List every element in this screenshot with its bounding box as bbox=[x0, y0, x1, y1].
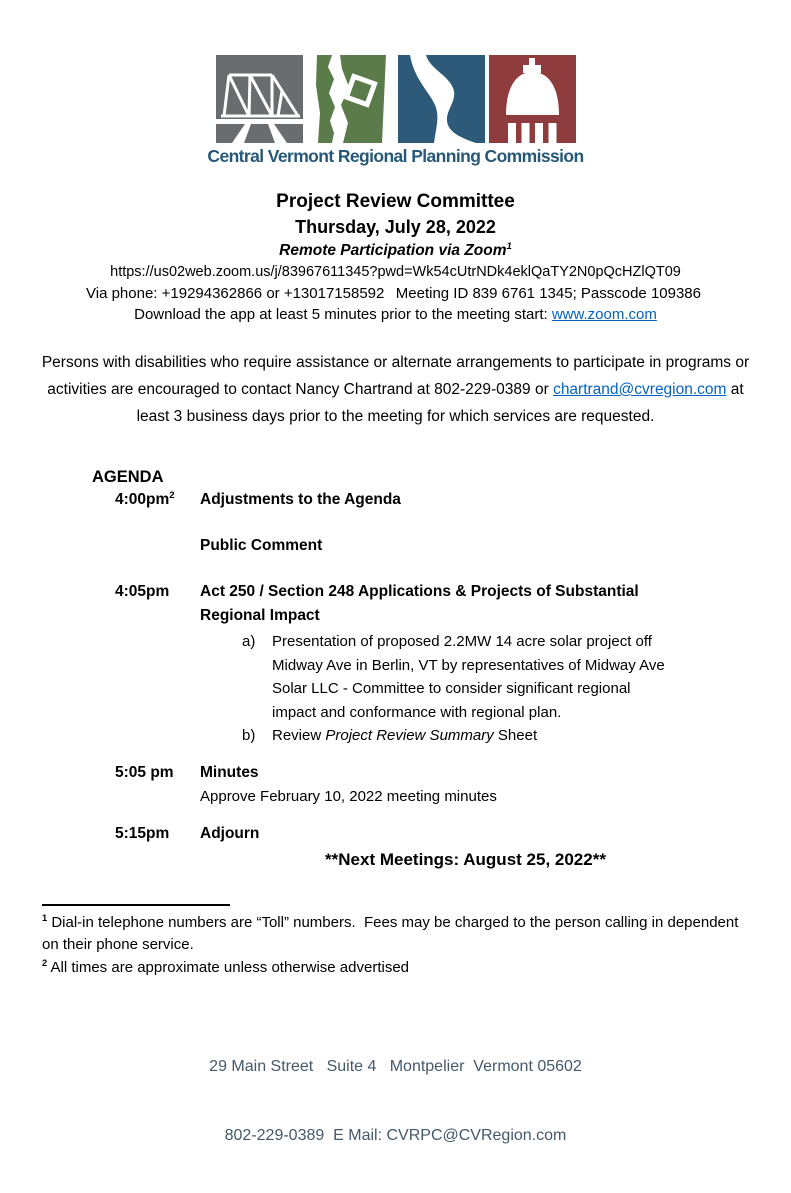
download-app-text: Download the app at least 5 minutes prior to the meeting start: bbox=[134, 306, 552, 323]
agenda-time: 5:15pm bbox=[115, 824, 170, 842]
phone-numbers: Via phone: +19294362866 or +13017158592 bbox=[86, 285, 385, 302]
footnote-2 bbox=[42, 957, 749, 980]
footnote-1-text: Dial-in telephone numbers are “Toll” numbers. Fees may be charged to the person calling in dependent on their phone service. bbox=[42, 913, 743, 953]
agenda-item-adjourn bbox=[92, 822, 791, 846]
accessibility-text-before: Persons with disabilities who require assistance or alternate arrangements to participate in programs or activities are encouraged to contact Nancy Chartrand at 802-229-0389 or bbox=[41, 354, 750, 398]
committee-title: Project Review Committee bbox=[276, 191, 515, 212]
next-meetings-line: **Next Meetings: August 25, 2022** bbox=[325, 849, 606, 869]
agenda-section bbox=[92, 466, 791, 872]
sub-item-label: b) bbox=[242, 727, 256, 744]
sub-b-suffix: Sheet bbox=[493, 727, 538, 744]
agenda-time-text: 4:00pm bbox=[115, 491, 170, 508]
agenda-item-minutes-body bbox=[200, 761, 497, 809]
sub-item-text: Presentation of proposed 2.2MW 14 acre solar project off Midway Ave in Berlin, VT by representatives of Midway Ave Solar LLC - Committee to consider significant regional impact and conformance with regional plan. bbox=[272, 633, 665, 721]
footer-contact: 802-229-0389 E Mail: CVRPC@CVRegion.com bbox=[224, 1127, 567, 1144]
sub-b-prefix: Review bbox=[272, 727, 326, 744]
footer-address: 29 Main Street Suite 4 Montpelier Vermont 05602 bbox=[209, 1058, 582, 1075]
agenda-item-title: Adjourn bbox=[200, 824, 260, 842]
logo-tiles bbox=[0, 55, 791, 143]
meeting-header bbox=[0, 189, 791, 326]
cvrpc-logo bbox=[0, 0, 791, 167]
agenda-time: 5:05 pm bbox=[115, 763, 174, 781]
agenda-item-public-comment bbox=[92, 534, 791, 558]
download-app-line bbox=[0, 304, 791, 326]
meeting-id-passcode: Meeting ID 839 6761 1345; Passcode 109386 bbox=[395, 285, 701, 302]
capitol-dome-icon bbox=[489, 55, 576, 143]
zoom-url: https://us02web.zoom.us/j/83967611345?pwd=Wk54cUtrNDk4eklQaTY2N0pQcHZlQT09 bbox=[110, 264, 681, 280]
accessibility-notice bbox=[38, 349, 754, 430]
winding-river-icon bbox=[398, 55, 485, 143]
sub-item-text bbox=[272, 724, 537, 748]
agenda-item-act250 bbox=[92, 580, 791, 748]
logo-org-name: Central Vermont Regional Planning Commission bbox=[207, 146, 584, 166]
footnote-1 bbox=[42, 912, 749, 957]
zoom-download-link[interactable]: www.zoom.com bbox=[551, 306, 657, 323]
agenda-item-minutes bbox=[92, 761, 791, 809]
footnote-2-marker: 2 bbox=[42, 957, 48, 968]
agenda-item-title: Adjustments to the Agenda bbox=[200, 491, 401, 508]
agenda-item-act250-body bbox=[200, 580, 678, 748]
agenda-item-title: Public Comment bbox=[200, 537, 323, 554]
agenda-item-adjustments bbox=[92, 488, 791, 512]
vermont-state-map-icon bbox=[307, 55, 394, 143]
meeting-date: Thursday, July 28, 2022 bbox=[295, 217, 496, 237]
minutes-detail: Approve February 10, 2022 meeting minutes bbox=[200, 787, 497, 805]
time-footnote-marker: 2 bbox=[169, 489, 175, 501]
agenda-item-title: Minutes bbox=[200, 763, 259, 781]
sub-item-b bbox=[242, 724, 678, 748]
remote-participation-text: Remote Participation via Zoom bbox=[279, 242, 507, 259]
footnote-1-marker: 1 bbox=[42, 912, 48, 923]
act250-sub-items bbox=[242, 630, 678, 748]
sub-item-a bbox=[242, 630, 678, 724]
footnotes-section bbox=[42, 904, 749, 980]
sub-b-italic-title: Project Review Summary bbox=[325, 727, 494, 744]
agenda-time bbox=[115, 488, 200, 512]
accessibility-text-after: at least 3 business days prior to the meeting for which services are requested. bbox=[136, 381, 744, 425]
footnote-separator bbox=[42, 904, 230, 906]
sub-item-label: a) bbox=[242, 633, 256, 650]
footnote-2-text: All times are approximate unless otherwise advertised bbox=[47, 958, 410, 976]
page-footer bbox=[0, 1009, 791, 1193]
phone-meeting-id-row bbox=[0, 283, 791, 304]
remote-footnote-marker: 1 bbox=[506, 240, 512, 252]
agenda-heading: AGENDA bbox=[92, 468, 164, 486]
agenda-item-title: Act 250 / Section 248 Applications & Projects of Substantial Regional Impact bbox=[200, 583, 639, 624]
chartrand-email-link[interactable]: chartrand@cvregion.com bbox=[553, 381, 727, 398]
agenda-time: 4:05pm bbox=[115, 583, 170, 600]
covered-bridge-icon bbox=[216, 55, 303, 143]
remote-participation-line bbox=[0, 240, 791, 262]
